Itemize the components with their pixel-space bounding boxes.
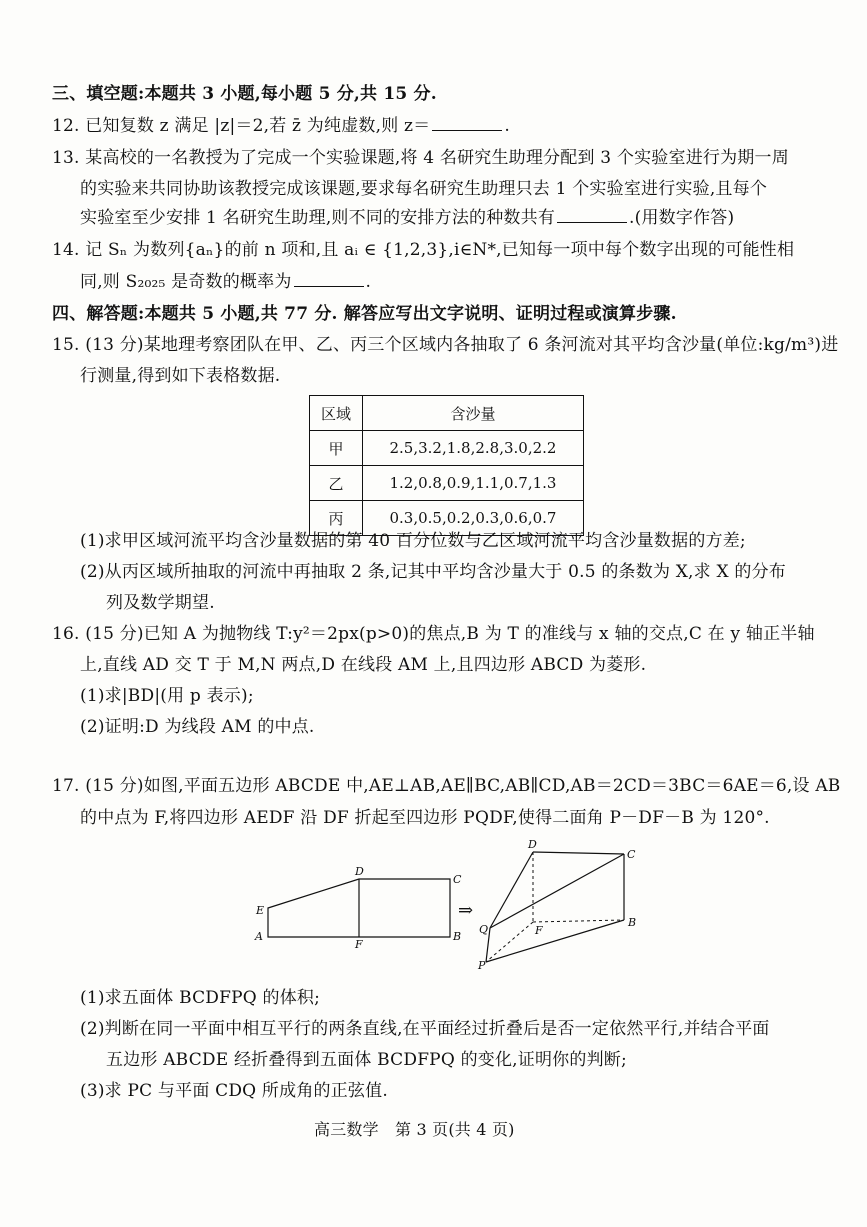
edge-pb [486, 920, 624, 962]
table-header-cell: 区域 [310, 396, 363, 431]
question-17-line-1: 17. (15 分)如图,平面五边形 ABCDE 中,AE⊥AB,AE∥BC,AB∥CD,AB＝2CD＝3BC＝6AE＝6,设 AB [52, 776, 841, 796]
question-15-part-1: (1)求甲区域河流平均含沙量数据的第 40 百分位数与乙区域河流平均含沙量数据的方差; [80, 531, 746, 551]
question-15-part-2-line-2: 列及数学期望. [106, 593, 215, 613]
question-14-line-1: 14. 记 Sₙ 为数列{aₙ}的前 n 项和,且 aᵢ ∈ {1,2,3},i∈N*,已知每一项中每个数字出现的可能性相 [52, 240, 795, 260]
table-row [310, 466, 584, 501]
edge-fp-hidden [486, 922, 533, 962]
hidden-edges [486, 852, 624, 962]
question-17-part-2-line-1: (2)判断在同一平面中相互平行的两条直线,在平面经过折叠后是否一定依然平行,并结合平面 [80, 1019, 770, 1039]
answer-blank [432, 114, 502, 131]
question-13-line-2: 的实验来共同协助该教授完成该课题,要求每名研究生助理只去 1 个实验室进行实验,且每个 [80, 179, 768, 199]
question-14-end: . [365, 272, 372, 292]
question-12 [52, 114, 510, 138]
table-cell: 0.3,0.5,0.2,0.3,0.6,0.7 [363, 501, 584, 536]
table-cell: 2.5,3.2,1.8,2.8,3.0,2.2 [363, 431, 584, 466]
table-cell: 1.2,0.8,0.9,1.1,0.7,1.3 [363, 466, 584, 501]
label-p-3d: P [478, 959, 486, 972]
table-header-row [310, 396, 584, 431]
question-17-part-1: (1)求五面体 BCDFPQ 的体积; [80, 988, 321, 1008]
question-13-text: 实验室至少安排 1 名研究生助理,则不同的安排方法的种数共有 [80, 208, 556, 228]
answer-blank [557, 206, 627, 223]
question-13-line-3 [80, 206, 734, 230]
label-d-3d: D [528, 838, 537, 851]
question-13-line-1: 13. 某高校的一名教授为了完成一个实验课题,将 4 名研究生助理分配到 3 个实验室进行为期一周 [52, 148, 789, 168]
label-a: A [255, 930, 263, 943]
question-15-part-2-line-1: (2)从丙区域所抽取的河流中再抽取 2 条,记其中平均含沙量大于 0.5 的条数为 X,求 X 的分布 [80, 562, 786, 582]
edge-dc [533, 852, 624, 854]
question-17-line-2: 的中点为 F,将四边形 AEDF 沿 DF 折起至四边形 PQDF,使得二面角 P－DF－B 为 120°. [80, 808, 770, 828]
question-16-part-2: (2)证明:D 为线段 AM 的中点. [80, 717, 315, 737]
page-footer: 高三数学 第 3 页(共 4 页) [314, 1120, 515, 1139]
section-4-heading: 四、解答题:本题共 5 小题,共 77 分. 解答应写出文字说明、证明过程或演算步骤. [52, 304, 677, 324]
label-q-3d: Q [479, 923, 489, 936]
label-c: C [453, 873, 462, 886]
question-12-end: . [504, 116, 510, 136]
folding-figure [250, 836, 650, 976]
label-c-3d: C [627, 848, 636, 861]
sediment-table [309, 395, 584, 536]
section-3-heading: 三、填空题:本题共 3 小题,每小题 5 分,共 15 分. [52, 84, 437, 104]
table-row [310, 431, 584, 466]
pentagon-figure [268, 879, 450, 937]
pentahedron-figure [486, 852, 624, 962]
edge-qc [490, 854, 624, 928]
label-f-3d: F [535, 924, 543, 937]
label-e: E [256, 904, 265, 917]
transform-arrow: ⇒ [458, 900, 474, 921]
label-d: D [355, 865, 364, 878]
label-f: F [355, 938, 363, 951]
table-header-cell: 含沙量 [363, 396, 584, 431]
label-b-3d: B [628, 916, 637, 929]
question-16-line-1: 16. (15 分)已知 A 为抛物线 T:y²＝2px(p>0)的焦点,B 为 T 的准线与 x 轴的交点,C 在 y 轴正半轴 [52, 624, 815, 644]
answer-blank [294, 270, 364, 287]
question-17-part-2-line-2: 五边形 ABCDE 经折叠得到五面体 BCDFPQ 的变化,证明你的判断; [106, 1050, 627, 1070]
question-16-part-1: (1)求|BD|(用 p 表示); [80, 686, 254, 706]
question-15-line-2: 行测量,得到如下表格数据. [80, 366, 281, 386]
question-17-part-3: (3)求 PC 与平面 CDQ 所成角的正弦值. [80, 1081, 388, 1101]
table-cell: 甲 [310, 431, 363, 466]
edge-fb-hidden [533, 920, 624, 922]
label-b: B [453, 930, 462, 943]
question-15-line-1: 15. (13 分)某地理考察团队在甲、乙、丙三个区域内各抽取了 6 条河流对其平均含沙量(单位:kg/m³)进 [52, 335, 839, 355]
question-13-end: .(用数字作答) [629, 208, 735, 228]
table-cell: 丙 [310, 501, 363, 536]
question-14-line-2 [80, 270, 371, 294]
question-12-text: 12. 已知复数 z 满足 |z|＝2,若 z̄ 为纯虚数,则 z＝ [52, 116, 431, 136]
question-16-line-2: 上,直线 AD 交 T 于 M,N 两点,D 在线段 AM 上,且四边形 ABCD 为菱形. [80, 655, 647, 675]
question-14-text: 同,则 S₂₀₂₅ 是奇数的概率为 [80, 272, 292, 292]
table-cell: 乙 [310, 466, 363, 501]
